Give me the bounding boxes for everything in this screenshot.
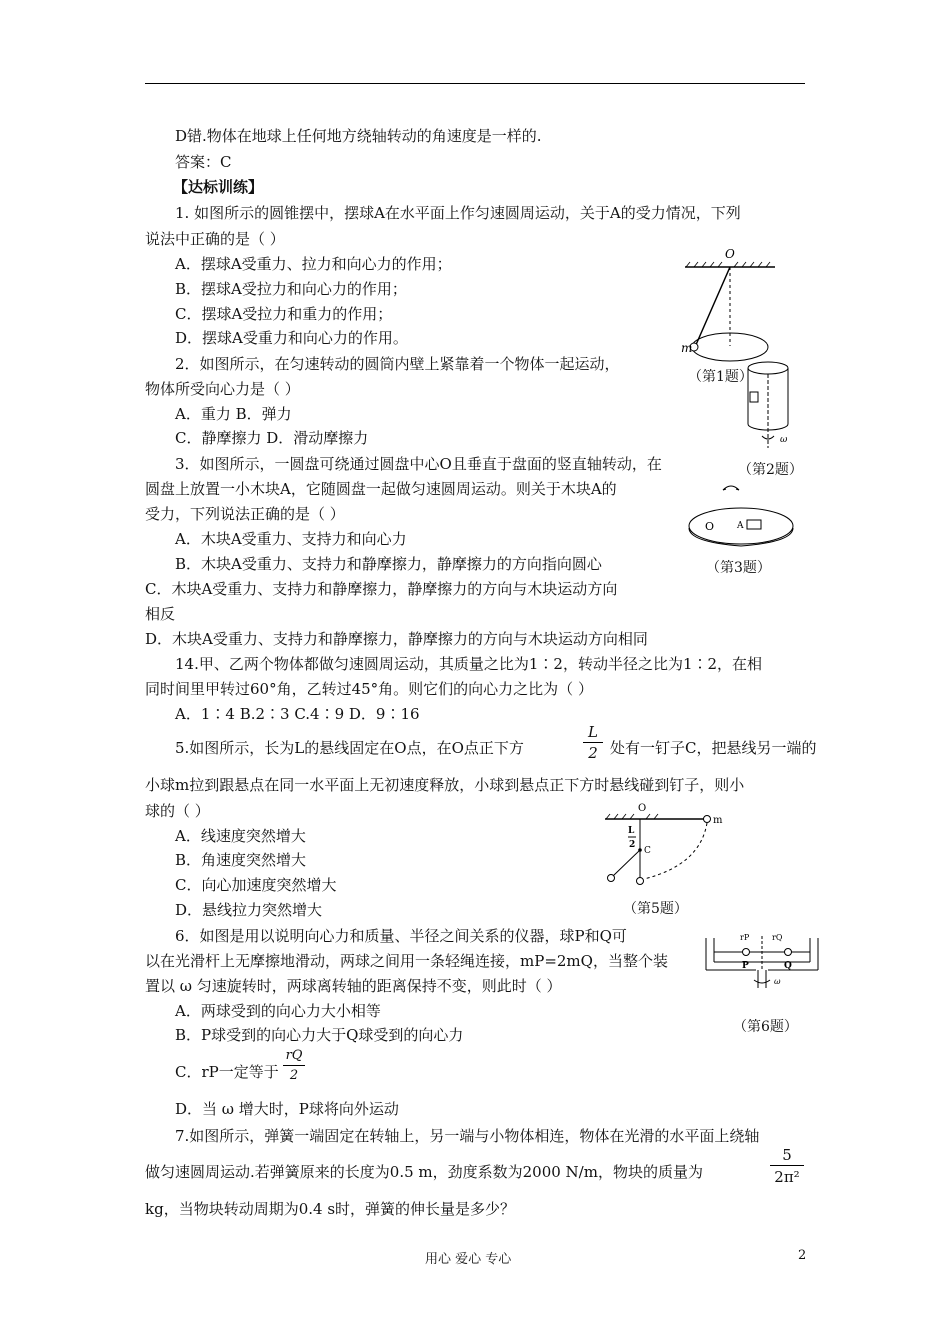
svg-text:O: O [725, 247, 735, 261]
text-line: 答案：C [175, 153, 232, 171]
option: D．当 ω 增大时，P球将向外运动 [175, 1100, 399, 1118]
option: C．静摩擦力 D．滑动摩擦力 [175, 429, 369, 447]
text-line: 小球m拉到跟悬点在同一水平面上无初速度释放，小球到悬点正下方时悬线碰到钉子，则小 [145, 776, 745, 794]
fraction-5-over-2pi2: $\frac{5}{\text{2π²}}$ [770, 1145, 804, 1188]
figure-pendulum-nail [600, 795, 724, 891]
svg-text:2: 2 [629, 840, 636, 850]
text-line: 圆盘上放置一小木块A，它随圆盘一起做匀速圆周运动。则关于木块A的 [145, 480, 617, 498]
text-line: 球的（ ） [145, 802, 210, 820]
figure-caption: （第6题） [733, 1019, 798, 1035]
question-1: 1. 如图所示的圆锥摆中，摆球A在水平面上作匀速圆周运动，关于A的受力情况，下列 [175, 204, 741, 222]
text-line: 以在光滑杆上无摩擦地滑动，两球之间用一条轻绳连接，mP=2mQ，当整个装 [145, 952, 668, 970]
question-14: 14.甲、乙两个物体都做匀速圆周运动，其质量之比为1∶2，转动半径之比为1∶2，在相 [175, 655, 763, 673]
text-line: D错.物体在地球上任何地方绕轴转动的角速度是一样的. [175, 127, 542, 145]
option: D．悬线拉力突然增大 [175, 901, 323, 919]
text-line: 处有一钉子C，把悬线另一端的 [610, 739, 817, 757]
text-line: 做匀速圆周运动.若弹簧原来的长度为0.5 m，劲度系数为2000 N/m，物块的质量为 [145, 1163, 703, 1181]
option: A．重力 B．弹力 [175, 405, 292, 423]
option: D．摆球A受重力和向心力的作用。 [175, 329, 408, 347]
option: B．木块A受重力、支持力和静摩擦力，静摩擦力的方向指向圆心 [175, 555, 602, 573]
option: C．向心加速度突然增大 [175, 876, 337, 894]
question-7: 7.如图所示，弹簧一端固定在转轴上，另一端与小物体相连，物体在光滑的水平面上绕轴 [175, 1127, 760, 1145]
question-2: 2．如图所示，在匀速转动的圆筒内壁上紧靠着一个物体一起运动， [175, 355, 620, 373]
question-5: 5.如图所示，长为L的悬线固定在O点，在O点正下方 [175, 739, 524, 757]
option: B．摆球A受拉力和向心力的作用； [175, 280, 407, 298]
figure-conical-pendulum [680, 240, 780, 370]
figure-caption: （第2题） [738, 462, 803, 478]
option: C．摆球A受拉力和重力的作用； [175, 305, 393, 323]
header-rule [145, 83, 805, 84]
option: A．木块A受重力、支持力和向心力 [175, 530, 407, 548]
text-line: kg，当物块转动周期为0.4 s时，弹簧的伸长量是多少？ [145, 1200, 516, 1218]
option: A．两球受到的向心力大小相等 [175, 1002, 381, 1020]
option: C．rP一定等于 [175, 1063, 279, 1081]
page-number: 2 [798, 1248, 807, 1263]
option: B．P球受到的向心力大于Q球受到的向心力 [175, 1026, 464, 1044]
svg-text:m: m [681, 341, 693, 355]
text-line: 相反 [145, 605, 176, 623]
option: A．摆球A受重力、拉力和向心力的作用； [175, 255, 452, 273]
svg-text:rQ: rQ [772, 933, 783, 942]
figure-caption: （第3题） [706, 560, 771, 576]
svg-text:Q: Q [784, 961, 792, 971]
svg-text:m: m [713, 815, 723, 826]
figure-caption: （第1题） [688, 369, 753, 385]
text-line: 物体所受向心力是（ ） [145, 380, 300, 398]
option: D．木块A受重力、支持力和静摩擦力，静摩擦力的方向与木块运动方向相同 [145, 630, 648, 648]
figure-caption: （第5题） [623, 901, 688, 917]
option: A．线速度突然增大 [175, 827, 306, 845]
option: B．角速度突然增大 [175, 851, 307, 869]
fraction-rq-over-2: $\frac{rQ}{2}$ [283, 1047, 305, 1086]
figure-disk [685, 478, 797, 554]
figure-cylinder [740, 358, 800, 454]
page-footer: 用心 爱心 专心 [425, 1252, 512, 1267]
question-3: 3．如图所示，一圆盘可绕通过圆盘中心O且垂直于盘面的竖直轴转动，在 [175, 455, 662, 473]
text-line: 置以 ω 匀速旋转时，两球离转轴的距离保持不变，则此时（ ） [145, 977, 562, 995]
svg-text:rP: rP [740, 933, 750, 942]
svg-text:C: C [644, 846, 651, 856]
question-6: 6．如图是用以说明向心力和质量、半径之间关系的仪器，球P和Q可 [175, 927, 627, 945]
svg-text:ω: ω [774, 977, 781, 986]
svg-text:ω: ω [780, 435, 788, 445]
svg-text:A: A [737, 521, 744, 531]
svg-text:L: L [628, 826, 635, 836]
fraction-l-over-2: $\frac{L}{2}$ [583, 722, 603, 763]
svg-text:O: O [705, 520, 715, 533]
figure-apparatus [700, 930, 824, 1012]
text-line: 同时间里甲转过60°角，乙转过45°角。则它们的向心力之比为（ ） [145, 680, 593, 698]
svg-text:P: P [742, 961, 749, 971]
option: C．木块A受重力、支持力和静摩擦力，静摩擦力的方向与木块运动方向 [145, 580, 618, 598]
text-line: 说法中正确的是（ ） [145, 230, 285, 248]
svg-text:O: O [638, 803, 647, 814]
text-line: 受力，下列说法正确的是（ ） [145, 505, 345, 523]
section-heading: 【达标训练】 [173, 178, 264, 196]
options-row: A．1∶4 B.2∶3 C.4∶9 D．9∶16 [175, 705, 420, 723]
